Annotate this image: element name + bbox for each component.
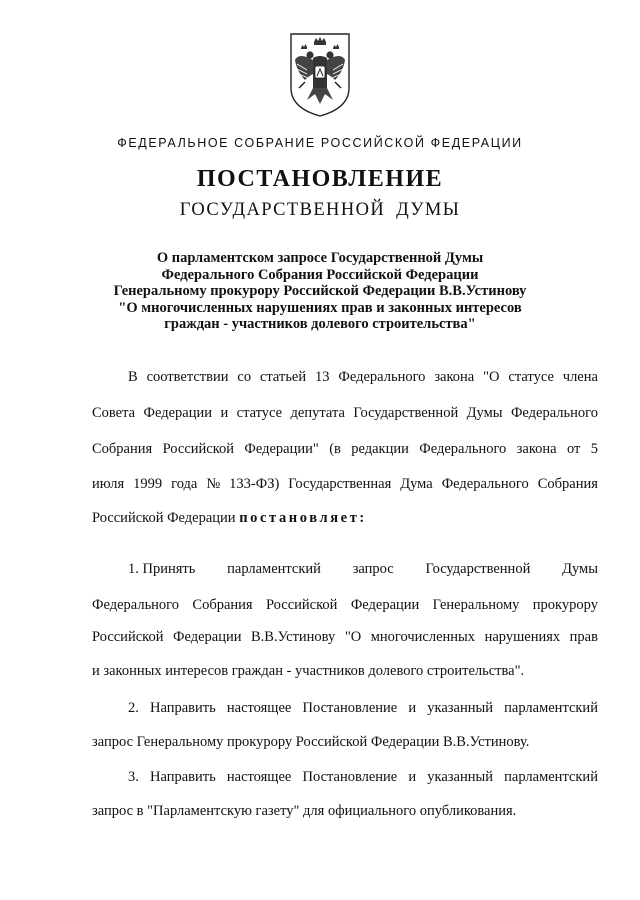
word: Государственная xyxy=(288,476,392,492)
word: № xyxy=(206,476,221,492)
word: Федерального xyxy=(441,476,529,492)
word: Федерального xyxy=(92,597,180,613)
word: 3. xyxy=(128,769,139,785)
word: члена xyxy=(562,369,598,385)
word: Федерального xyxy=(510,405,598,421)
word: Российской xyxy=(162,441,235,457)
word: Государственной xyxy=(353,405,459,421)
word: Федерального xyxy=(419,441,507,457)
item-line: и законных интересов граждан - участников долевого строительства". xyxy=(92,663,525,679)
word: 1999 xyxy=(133,476,163,492)
word: Постановление xyxy=(302,769,398,785)
word: Федерального xyxy=(338,369,426,385)
subject-line: "О многочисленных нарушениях прав и законных интересов xyxy=(118,299,522,316)
word: прав xyxy=(569,629,598,645)
word: Думы xyxy=(562,561,598,577)
word: Собрания xyxy=(92,441,153,457)
word: Федерации xyxy=(173,629,242,645)
word: парламентский xyxy=(504,769,598,785)
preamble-line xyxy=(92,369,598,386)
resolves-keyword: постановляет: xyxy=(239,510,367,526)
word: "О xyxy=(483,369,500,385)
word: и xyxy=(408,769,417,785)
organization-header: ФЕДЕРАЛЬНОЕ СОБРАНИЕ РОССИЙСКОЙ ФЕДЕРАЦИИ xyxy=(117,136,523,150)
word: настоящее xyxy=(226,700,292,716)
word: соответствии xyxy=(146,369,229,385)
item-line: запрос в "Парламентскую газету" для официального опубликования. xyxy=(92,803,517,819)
word: Федерации xyxy=(350,597,420,613)
subject-line: граждан - участников долевого строительства" xyxy=(164,316,476,332)
item-line xyxy=(92,700,598,717)
document-subtitle: ГОСУДАРСТВЕННОЙ ДУМЫ xyxy=(179,200,461,220)
word: редакции xyxy=(351,441,409,457)
document-title: ПОСТАНОВЛЕНИЕ xyxy=(196,166,444,192)
word: нарушениях xyxy=(484,629,561,645)
preamble-line xyxy=(92,405,598,422)
word: Собрания xyxy=(192,597,253,613)
word: 5 xyxy=(590,441,598,457)
word: "О xyxy=(344,629,362,645)
word: и xyxy=(408,700,417,716)
word: Собрания xyxy=(537,476,598,492)
word: и xyxy=(220,405,229,421)
word: 2. xyxy=(128,700,139,716)
word: статусе xyxy=(508,369,554,385)
subject-line: О парламентском запросе Государственной Думы xyxy=(156,250,484,266)
word: В.В.Устинову xyxy=(251,629,336,645)
word: запрос xyxy=(352,561,394,577)
word: Государственной xyxy=(425,561,531,577)
word: парламентский xyxy=(227,561,321,577)
word: со xyxy=(237,369,252,385)
word: прокурору xyxy=(532,597,598,613)
word: Генеральному xyxy=(432,597,520,613)
preamble-line xyxy=(92,510,598,527)
resolution-subject xyxy=(60,250,580,333)
preamble-line xyxy=(92,441,598,458)
word: года xyxy=(171,476,198,492)
item-line xyxy=(92,561,598,578)
item-line xyxy=(92,629,598,646)
word: Российской xyxy=(92,629,164,645)
word: июля xyxy=(92,476,125,492)
word: многочисленных xyxy=(370,629,476,645)
preamble-text: Российской Федерации xyxy=(92,510,240,526)
preamble-line xyxy=(92,476,598,493)
item-line xyxy=(92,769,598,786)
word: Российской xyxy=(265,597,338,613)
subject-line: Федерального Собрания Российской Федерации xyxy=(161,266,479,283)
item-line: запрос Генеральному прокурору Российской Федерации В.В.Устинову. xyxy=(92,734,530,750)
word: закона xyxy=(434,369,475,385)
word: В xyxy=(128,369,138,385)
word: от xyxy=(566,441,581,457)
word: Федерации" xyxy=(244,441,319,457)
word: 133-ФЗ) xyxy=(229,476,280,492)
word: 13 xyxy=(315,369,330,385)
word: Постановление xyxy=(302,700,398,716)
word: Направить xyxy=(150,700,216,716)
word: указанный xyxy=(427,769,493,785)
word: (в xyxy=(329,441,341,457)
item-line xyxy=(92,597,598,614)
word: статьей xyxy=(259,369,307,385)
word: парламентский xyxy=(504,700,598,716)
word: Совета xyxy=(92,405,136,421)
word: 1. Принять xyxy=(128,561,196,577)
subject-line: Генеральному прокурору Российской Федерации В.В.Устинову xyxy=(113,283,527,299)
word: Думы xyxy=(466,405,503,421)
word: настоящее xyxy=(226,769,292,785)
word: Федерации xyxy=(143,405,212,421)
word: Направить xyxy=(150,769,216,785)
word: статусе xyxy=(236,405,283,421)
coat-of-arms-emblem xyxy=(285,30,355,120)
word: указанный xyxy=(427,700,493,716)
word: закона xyxy=(516,441,557,457)
word: Дума xyxy=(400,476,433,492)
word: депутата xyxy=(290,405,345,421)
